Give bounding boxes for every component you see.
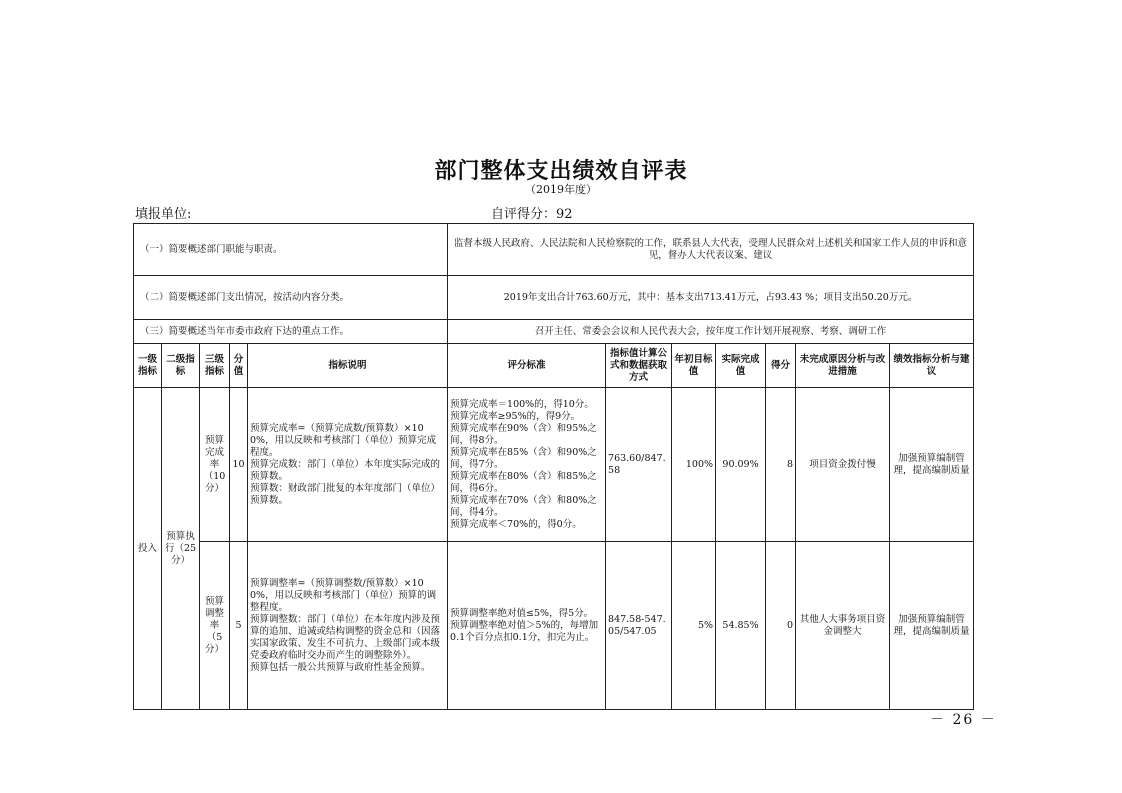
criteria-cell: 预算完成率＝100%的，得10分。 预算完成率≥95%的，得9分。 预算完成率在90%（含）和95%之间，得8分。 预算完成率在85%（含）和90%之间，得7分。 预算完成率在80%（含）和85%之间，得6分。 预算完成率在70%（含）和80%之间，得4分。 预算完成率＜70%的，得0分。 — [448, 388, 606, 542]
header-target: 年初目标值 — [672, 344, 716, 388]
overview-label: （二）简要概述部门支出情况，按活动内容分类。 — [134, 276, 448, 320]
weight-cell: 10 — [230, 388, 248, 542]
level2-cell: 预算执行（25分） — [162, 388, 200, 710]
reporting-unit-label: 填报单位: — [135, 207, 192, 222]
criteria-cell: 预算调整率绝对值≤5%，得5分。 预算调整率绝对值＞5%的，每增加0.1个百分点扣0.1分，扣完为止。 — [448, 542, 606, 710]
header-reason: 未完成原因分析与改进措施 — [796, 344, 890, 388]
actual-cell: 90.09% — [716, 388, 766, 542]
reason-cell: 项目资金拨付慢 — [796, 388, 890, 542]
header-level1: 一级指标 — [134, 344, 162, 388]
header-level2: 二级指标 — [162, 344, 200, 388]
header-level3: 三级指标 — [200, 344, 230, 388]
level3-cell: 预算完成率（10分） — [200, 388, 230, 542]
level3-cell: 预算调整率（5分） — [200, 542, 230, 710]
header-weight: 分值 — [230, 344, 248, 388]
target-cell: 5% — [672, 542, 716, 710]
overview-content: 召开主任、常委会会议和人民代表大会，按年度工作计划开展视察、考察、调研工作 — [448, 320, 974, 344]
description-cell: 预算调整率=（预算调整数/预算数）×100%，用以反映和考核部门（单位）预算的调整程度。 预算调整数：部门（单位）在本年度内涉及预算的追加、追减或结构调整的资金总和（因落实国家政策、发生不可抗力、上级部门或本级党委政府临时交办而产生的调整除外）。 预算包括一般公共预算与政府性基金预算。 — [248, 542, 448, 710]
overview-row-3 — [134, 320, 974, 344]
level1-cell: 投入 — [134, 388, 162, 710]
overview-content: 2019年支出合计763.60万元，其中：基本支出713.41万元，占93.43 %；项目支出50.20万元。 — [448, 276, 974, 320]
weight-cell: 5 — [230, 542, 248, 710]
formula-cell: 763.60/847.58 — [606, 388, 672, 542]
table-row — [134, 542, 974, 710]
overview-label: （一）简要概述部门职能与职责。 — [134, 224, 448, 276]
description-cell: 预算完成率=（预算完成数/预算数）×100%，用以反映和考核部门（单位）预算完成程度。 预算完成数：部门（单位）本年度实际完成的预算数。 预算数：财政部门批复的本年度部门（单位）预算数。 — [248, 388, 448, 542]
performance-table — [133, 223, 974, 710]
overview-row-2 — [134, 276, 974, 320]
header-formula: 指标值计算公式和数据获取方式 — [606, 344, 672, 388]
header-description: 指标说明 — [248, 344, 448, 388]
score-cell: 8 — [766, 388, 796, 542]
reason-cell: 其他人大事务项目资金调整大 — [796, 542, 890, 710]
page-number: － 26 － — [930, 712, 997, 728]
header-actual: 实际完成值 — [716, 344, 766, 388]
header-row — [134, 344, 974, 388]
suggestion-cell: 加强预算编制管理，提高编制质量 — [890, 542, 974, 710]
header-criteria: 评分标准 — [448, 344, 606, 388]
header-score: 得分 — [766, 344, 796, 388]
suggestion-cell: 加强预算编制管理，提高编制质量 — [890, 388, 974, 542]
page-title: 部门整体支出绩效自评表 — [434, 159, 688, 184]
actual-cell: 54.85% — [716, 542, 766, 710]
formula-cell: 847.58-547.05/547.05 — [606, 542, 672, 710]
self-score-label: 自评得分：92 — [491, 207, 573, 222]
overview-content: 监督本级人民政府、人民法院和人民检察院的工作，联系县人大代表，受理人民群众对上述机关和国家工作人员的申诉和意见，督办人大代表议案、建议 — [448, 224, 974, 276]
score-cell: 0 — [766, 542, 796, 710]
overview-row-1 — [134, 224, 974, 276]
year-subtitle: （2019年度） — [525, 183, 597, 196]
table-row — [134, 388, 974, 542]
target-cell: 100% — [672, 388, 716, 542]
overview-label: （三）简要概述当年市委市政府下达的重点工作。 — [134, 320, 448, 344]
header-suggestion: 绩效指标分析与建议 — [890, 344, 974, 388]
